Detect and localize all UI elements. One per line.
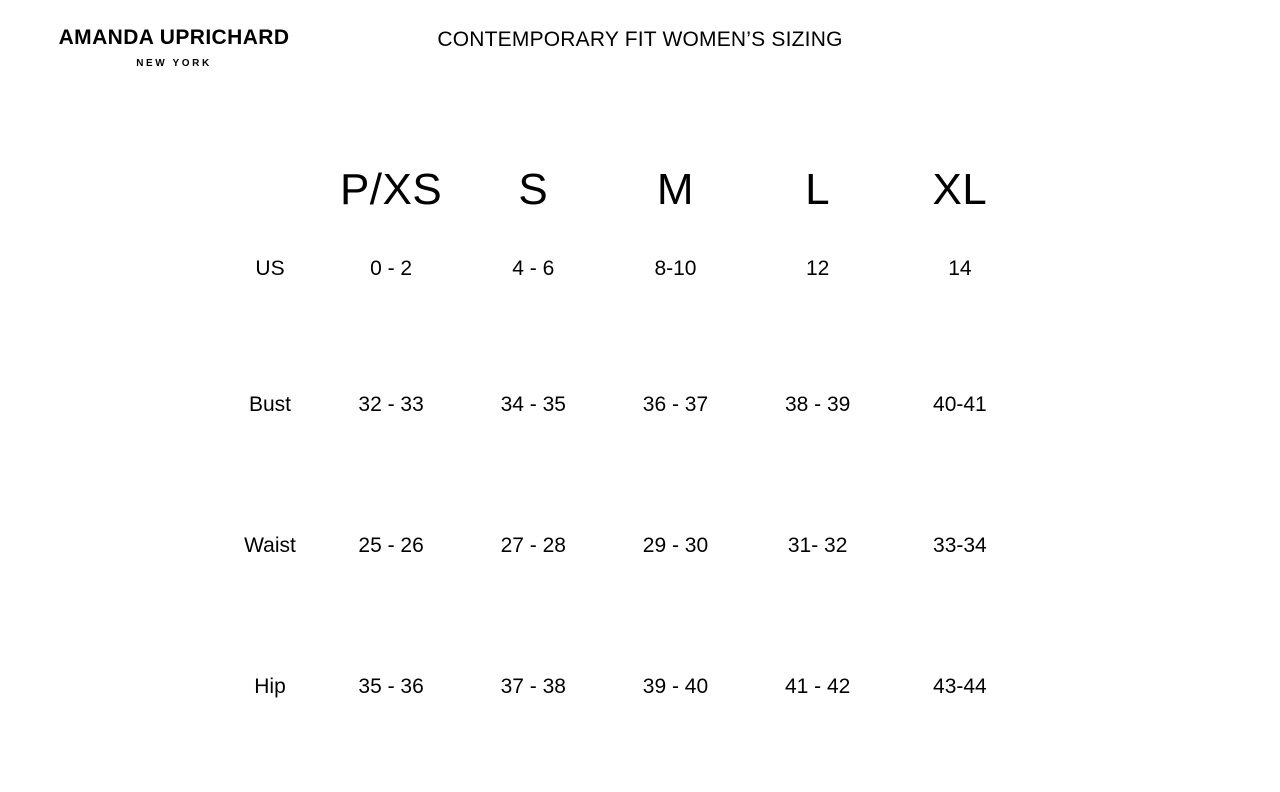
page-title: CONTEMPORARY FIT WOMEN’S SIZING [437,28,843,51]
header-cell-blank [220,148,320,232]
cell-hip-m: 39 - 40 [642,675,709,698]
cell-bust-xl: 40-41 [933,393,987,416]
row-label-bust: Bust [248,393,292,416]
cell-us-l: 12 [805,257,830,280]
brand-subtitle: NEW YORK [136,58,212,70]
row-label-waist: Waist [244,534,296,557]
cell-waist-pxs: 25 - 26 [358,534,424,557]
header-cell-m: M [656,165,695,214]
size-chart-table [220,148,1031,792]
table-header-row [220,148,1031,232]
row-label-us: US [255,257,285,280]
cell-us-m: 8-10 [654,257,697,280]
table-row [220,651,1031,792]
cell-bust-s: 34 - 35 [500,393,566,416]
row-label-hip: Hip [254,675,286,698]
cell-bust-m: 36 - 37 [642,393,709,416]
cell-hip-pxs: 35 - 36 [358,675,424,698]
cell-us-xl: 14 [948,257,972,280]
cell-bust-pxs: 32 - 33 [358,393,424,416]
brand-name: AMANDA UPRICHARD [58,26,290,49]
cell-us-s: 4 - 6 [512,257,555,280]
table-row [220,510,1031,651]
cell-bust-l: 38 - 39 [784,393,851,416]
cell-waist-l: 31- 32 [787,534,848,557]
cell-waist-xl: 33-34 [933,534,987,557]
cell-us-pxs: 0 - 2 [370,257,413,280]
header-cell-pxs: P/XS [339,165,443,214]
cell-waist-m: 29 - 30 [642,534,709,557]
cell-waist-s: 27 - 28 [500,534,566,557]
table-row [220,369,1031,510]
cell-hip-l: 41 - 42 [784,675,851,698]
header-cell-xl: XL [932,165,988,214]
table-row [220,232,1031,369]
header-cell-s: S [518,165,549,214]
cell-hip-s: 37 - 38 [500,675,566,698]
header-cell-l: L [805,165,831,214]
cell-hip-xl: 43-44 [933,675,987,698]
size-chart [220,148,1031,792]
